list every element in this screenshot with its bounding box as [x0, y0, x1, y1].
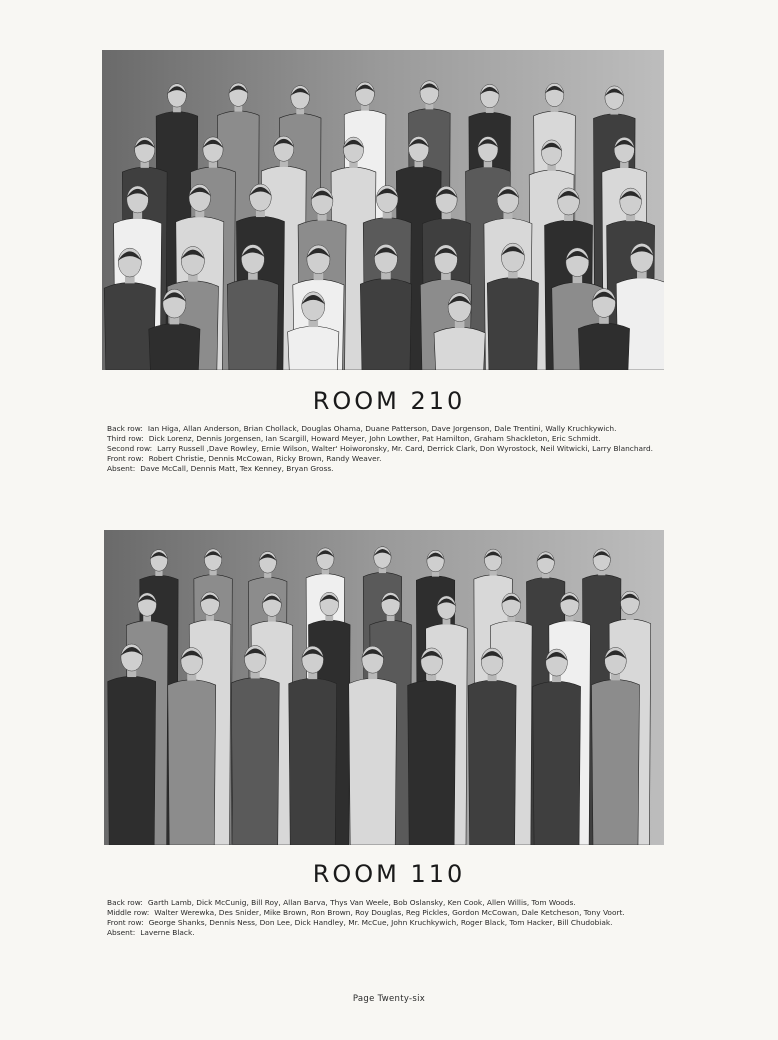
row-label: Third row:	[107, 433, 144, 443]
row-names: Robert Christie, Dennis McCowan, Ricky Brown, Randy Weaver.	[148, 453, 382, 463]
caption-row	[107, 928, 663, 938]
row-names: Dave McCall, Dennis Matt, Tex Kenney, Bryan Gross.	[140, 463, 334, 473]
row-label: Absent:	[107, 927, 136, 937]
caption-row	[107, 464, 663, 474]
caption-row	[107, 424, 663, 434]
caption-row	[107, 908, 663, 918]
photo-image	[102, 50, 664, 370]
row-names: Dick Lorenz, Dennis Jorgensen, Ian Scargill, Howard Meyer, John Lowther, Pat Hamilton, Graham Shackleton, Eric Schmidt.	[148, 433, 601, 443]
row-names: Ian Higa, Allan Anderson, Brian Chollack, Douglas Ohama, Duane Patterson, Dave Jorgenson, Dale Trentini, Wally Kruchkywich.	[147, 424, 617, 433]
photo-image	[104, 530, 664, 845]
caption-row	[107, 444, 663, 454]
class-photo-room-210	[102, 50, 664, 370]
caption-row	[107, 434, 663, 444]
class-photo-room-110	[104, 530, 664, 845]
room-110-title: ROOM 110	[312, 860, 466, 888]
room-210-title: ROOM 210	[312, 387, 466, 415]
row-label: Front row:	[107, 917, 144, 927]
row-names: George Shanks, Dennis Ness, Don Lee, Dick Handley, Mr. McCue, John Kruchkywich, Roger Black, Tom Hacker, Bill Chudobiak.	[148, 917, 613, 927]
row-names: Walter Werewka, Des Snider, Mike Brown, Ron Brown, Roy Douglas, Reg Pickles, Gordon McCowan, Dale Ketcheson, Tony Voort.	[154, 907, 625, 917]
row-label: Front row:	[107, 453, 144, 463]
row-names: Larry Russell ,Dave Rowley, Ernie Wilson, Walter' Hoiworonsky, Mr. Card, Derrick Clark, Don Wyrostock, Neil Witwicki, Larry Blanchard.	[157, 443, 654, 453]
row-label: Middle row:	[107, 907, 150, 917]
row-label: Back row:	[107, 424, 143, 433]
caption-row	[107, 898, 663, 908]
row-label: Back row:	[107, 898, 143, 907]
row-label: Absent:	[107, 463, 136, 473]
caption-row	[107, 454, 663, 464]
room-210-caption	[107, 424, 663, 474]
page-number: Page Twenty-six	[352, 994, 426, 1004]
caption-row	[107, 918, 663, 928]
row-names: Laverne Black.	[140, 927, 195, 937]
room-110-caption	[107, 898, 663, 938]
row-names: Garth Lamb, Dick McCunig, Bill Roy, Allan Barva, Thys Van Weele, Bob Oslansky, Ken Cook, Allen Willis, Tom Woods.	[147, 898, 576, 907]
row-label: Second row:	[107, 443, 153, 453]
